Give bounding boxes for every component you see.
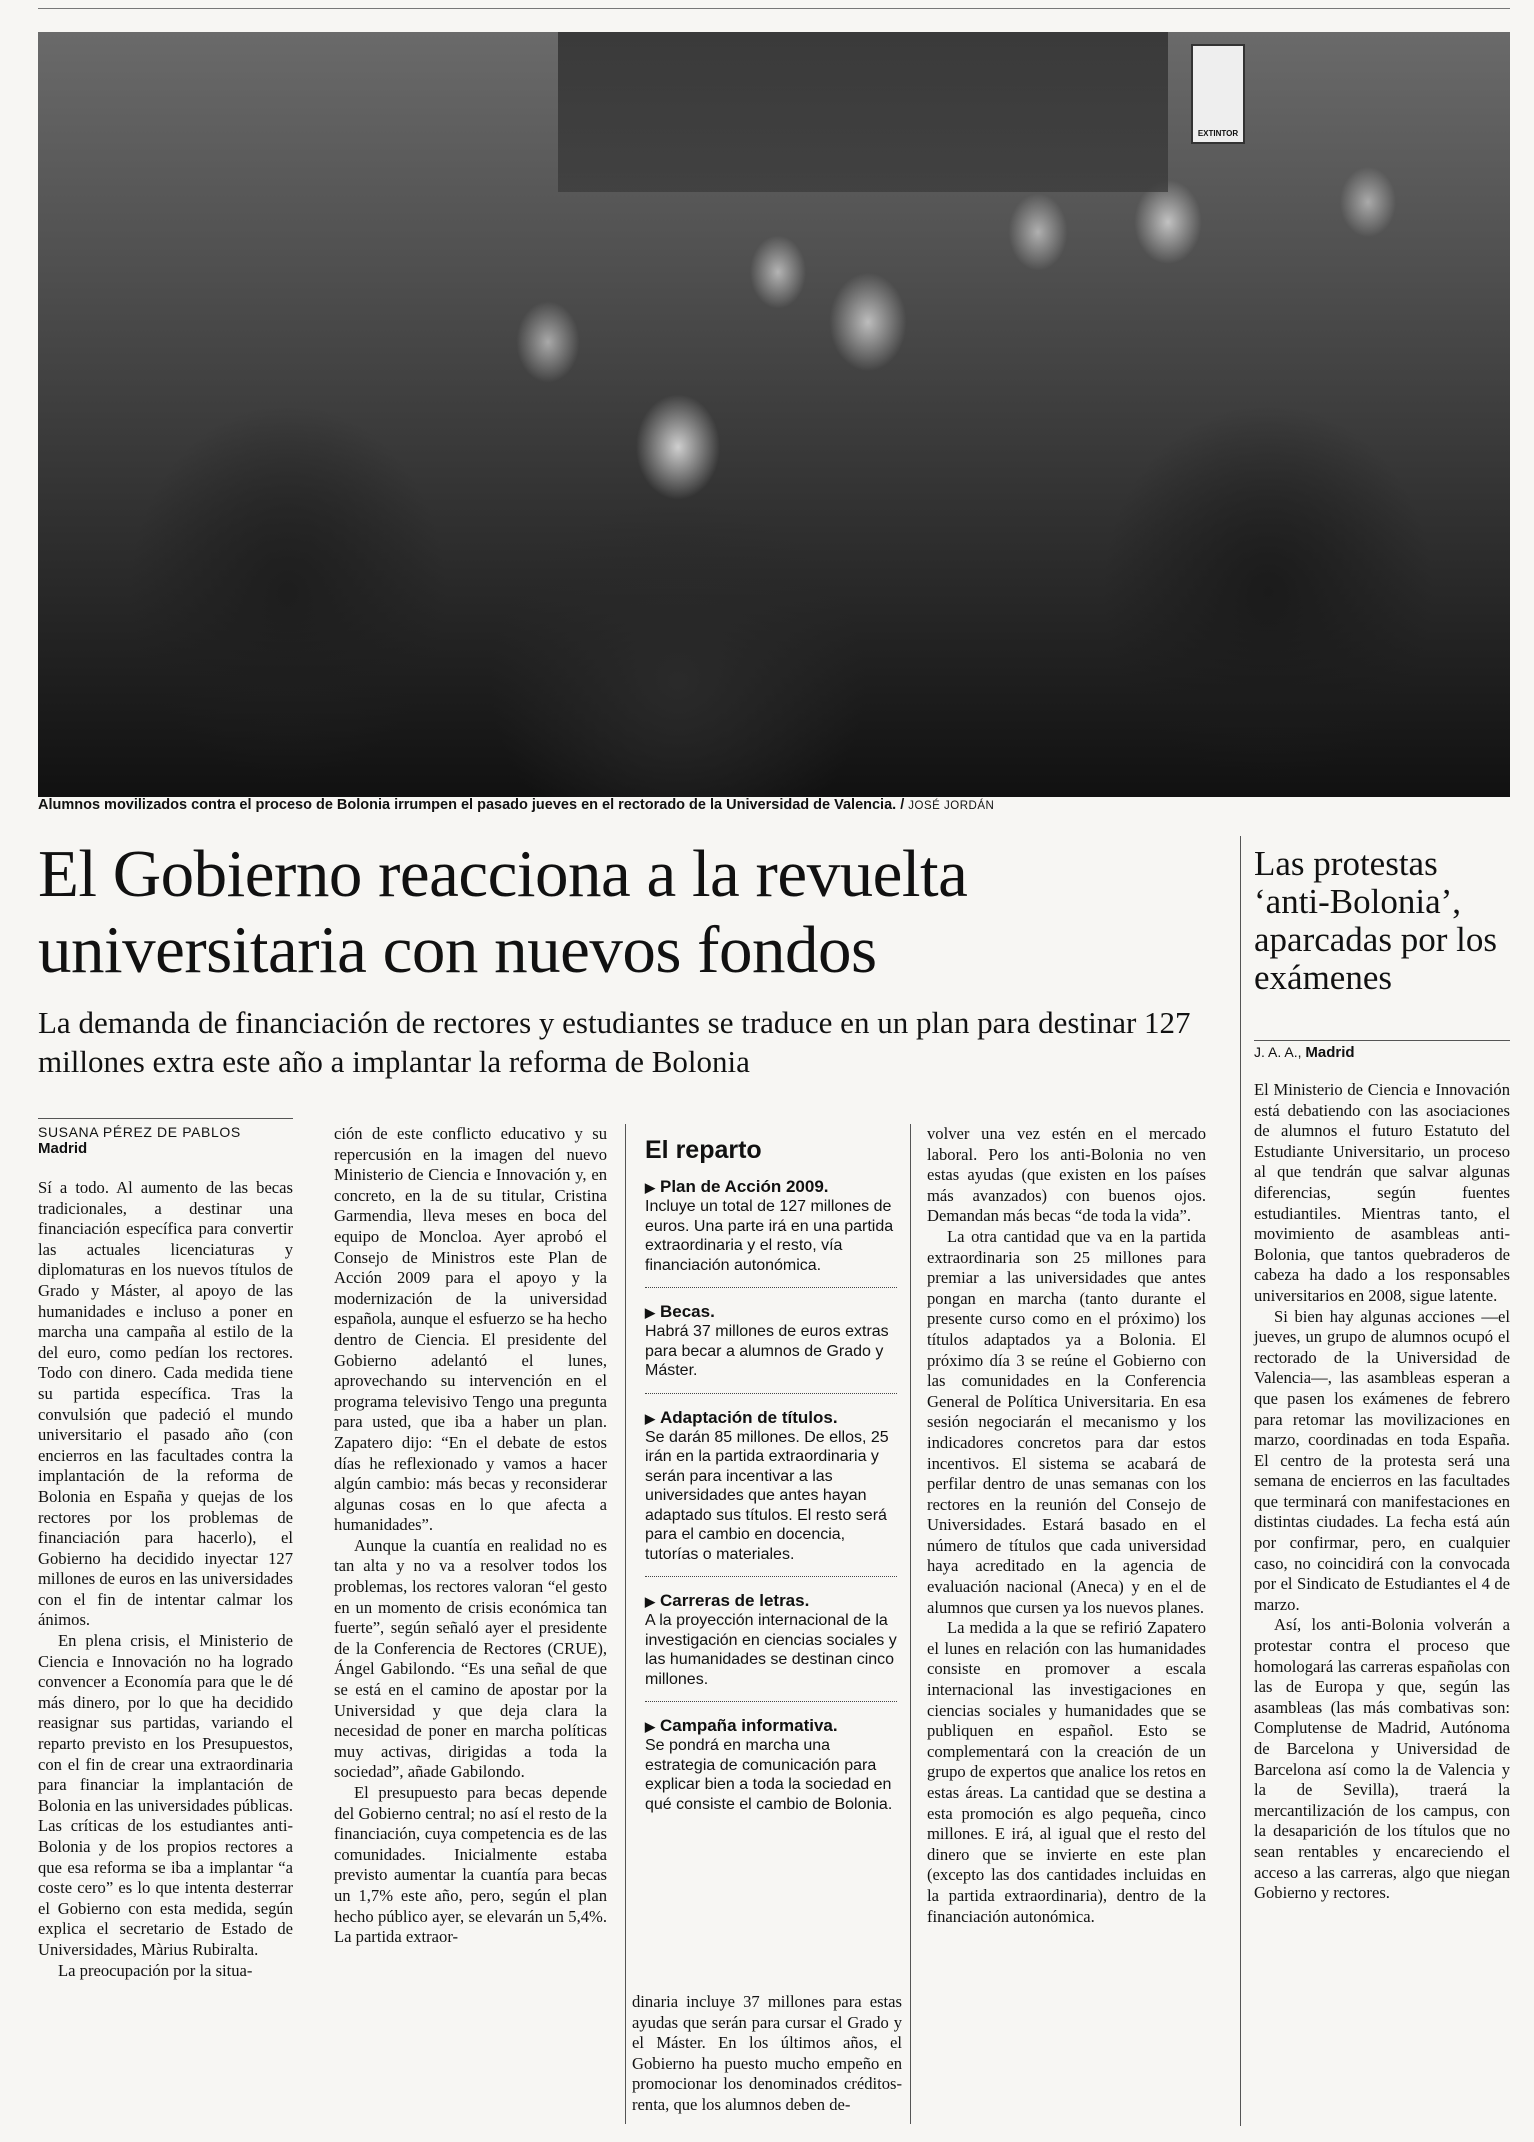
byline-author: SUSANA PÉREZ DE PABLOS bbox=[38, 1124, 241, 1140]
extinguisher-sign-label: EXTINTOR bbox=[1197, 129, 1239, 138]
box-item-heading bbox=[645, 1302, 897, 1322]
article-paragraph: volver una vez estén en el mercado laboral. Pero los anti-Bolonia no ven estas ayudas (que existen en los países más avanzados) con buenos ojos. Demandan más becas “de toda la vida”. bbox=[927, 1124, 1206, 1226]
box-item bbox=[645, 1716, 897, 1826]
triangle-icon: ▶ bbox=[645, 1180, 655, 1195]
byline-place: Madrid bbox=[38, 1140, 88, 1157]
box-item-title: Carreras de letras. bbox=[660, 1591, 810, 1610]
article-paragraph: Sí a todo. Al aumento de las becas tradicionales, a destinar una financiación específica para convertir las actuales licenciaturas y diplomaturas en los nuevos títulos de Grado y Máster, al apoyo de las humanidades e incluso a poner en marcha una campaña al estilo de la del euro, como pedían los rectores. Todo con dinero. Cada medida tiene su partida específica. Tras la convulsión que padeció el mundo universitario el pasado año (con encierros en las facultades contra la implantación de la reforma de Bolonia en España y quejas de los rectores por los problemas de financiación para hacerlo), el Gobierno ha decidido inyectar 127 millones de euros en las universidades con el fin de intentar calmar los ánimos. bbox=[38, 1178, 293, 1630]
article-column-2 bbox=[334, 1124, 607, 1948]
side-article-title: Las protestas ‘anti-Bolonia’, aparcadas por los exámenes bbox=[1254, 844, 1497, 997]
article-paragraph: La preocupación por la situa- bbox=[58, 1960, 253, 1980]
box-item-heading bbox=[645, 1408, 897, 1428]
box-item-title: Adaptación de títulos. bbox=[660, 1407, 838, 1427]
box-title: El reparto bbox=[645, 1136, 762, 1164]
article-paragraph: El presupuesto para becas depende del Gobierno central; no así el resto de la financiación, cuya competencia es de las comunidades. Inicialmente estaba previsto aumentar la cuantía para becas un 1,7% este año, pero, según el plan hecho público ayer, se elevarán un 5,4%. La partida extraor- bbox=[334, 1783, 607, 1947]
box-item-heading bbox=[645, 1716, 897, 1736]
article-paragraph: La medida a la que se refirió Zapatero el lunes en relación con las humanidades consiste en promover a escala internacional las investigaciones en ciencias sociales y humanidades que se publiquen en español. Esto se complementará con la creación de un grupo de expertos que analice los retos en estas áreas. La cantidad que se destina a esta promoción es algo pequeña, cinco millones. E irá, al igual que el resto del dinero que se invierte en este plan (excepto las dos cantidades incluidas en la partida extraordinaria), dentro de la financiación autonómica. bbox=[927, 1618, 1206, 1926]
article-paragraph: Aunque la cuantía en realidad no es tan alta y no va a resolver todos los problemas, los rectores valoran “el gesto en un momento de crisis económica tan fuerte”, según señaló ayer el presidente de la Conferencia de Rectores (CRUE), Ángel Gabilondo. “Es una señal de que se está en el camino de apostar por la Universidad y que deja clara la necesidad de poner en marcha políticas muy activas, dirigidas a toda la sociedad”, añade Gabilondo. bbox=[334, 1535, 607, 1782]
caption-separator: / bbox=[896, 797, 909, 813]
triangle-icon: ▶ bbox=[645, 1305, 655, 1320]
box-item-text: Habrá 37 millones de euros extras para becar a alumnos de Grado y Máster. bbox=[645, 1323, 889, 1379]
article-paragraph: La otra cantidad que va en la partida extraordinaria son 25 millones para premiar a las universidades que antes pongan en marcha (tanto durante el presente curso como en el próximo) los títulos adaptados ya a Bolonia. El próximo día 3 se reúne el Gobierno con las comunidades en la Conferencia General de Política Universitaria. En esa sesión negociarán el mecanismo y los indicadores concretos para dar estos incentivos. El sistema se acabará de perfilar dentro de unas semanas con los rectores en la reunión del Consejo de Universidades. Estará basado en el número de títulos que cada universidad haya acreditado en la agencia de evaluación nacional (Aneca) y en el de alumnos que cursen ya los nuevos planes. bbox=[927, 1226, 1206, 1617]
top-rule bbox=[38, 8, 1510, 9]
side-article-paragraph: Si bien hay algunas acciones —el jueves, un grupo de alumnos ocupó el rectorado de la Universidad de Valencia—, las asambleas esperan a que pasen los exámenes de febrero para retomar las movilizaciones en marzo, coordinadas en toda España. El centro de la protesta será una semana de encierros en las facultades que terminará con manifestaciones en distintas ciudades. La fecha está aún por confirmar, pero, en cualquier caso, no coincidirá con la convocada por el Sindicato de Estudiantes el 4 de marzo. bbox=[1254, 1306, 1510, 1614]
box-item-text: Se darán 85 millones. De ellos, 25 irán en la partida extraordinaria y serán para incentivar a las universidades que antes hayan adaptado sus títulos. El resto será para el cambio en docencia, tutorías o materiales. bbox=[645, 1428, 889, 1563]
box-divider-right bbox=[910, 1124, 911, 2124]
box-item bbox=[645, 1177, 897, 1288]
photo-credit: JOSÉ JORDÁN bbox=[908, 800, 995, 812]
photo-caption bbox=[38, 797, 1238, 813]
box-item-title: Campaña informativa. bbox=[660, 1716, 838, 1735]
box-item bbox=[645, 1408, 897, 1578]
sidebar-divider bbox=[1240, 836, 1241, 2126]
triangle-icon: ▶ bbox=[645, 1410, 655, 1426]
article-column-1 bbox=[38, 1178, 293, 1981]
box-item-title: Plan de Acción 2009. bbox=[660, 1177, 829, 1196]
photo-door bbox=[558, 32, 1168, 192]
article-paragraph: ción de este conflicto educativo y su repercusión en la imagen del nuevo Ministerio de Ciencia e Innovación y, en concreto, en la de su titular, Cristina Garmendia, lleva meses en boca del equipo de Moncloa. Ayer aprobó el Consejo de Ministros este Plan de Acción 2009 para el apoyo y la modernización de la universidad española, aunque el esfuerzo se ha hecho dentro de Ciencia. El presidente del Gobierno adelantó el lunes, aprovechando su intervención en el programa televisivo Tengo una pregunta para usted, que iba a haber un plan. Zapatero dijo: “En el debate de estos días he reflexionado y vamos a hacer algún cambio: más becas y reconsiderar algunas cosas en lo que afecta a humanidades”. bbox=[334, 1124, 607, 1535]
box-item-text: A la proyección internacional de la investigación en ciencias sociales y las humanidades se destinan cinco millones. bbox=[645, 1612, 897, 1688]
side-byline-author: J. A. A., bbox=[1254, 1044, 1302, 1060]
box-item-heading bbox=[645, 1177, 897, 1197]
article-paragraph: dinaria incluye 37 millones para estas ayudas que serán para cursar el Grado y el Máster. En los últimos años, el Gobierno ha puesto mucho empeño en promocionar los denominados créditos-renta, que los alumnos deben de- bbox=[632, 1992, 902, 2114]
triangle-icon: ▶ bbox=[645, 1719, 655, 1734]
byline bbox=[38, 1124, 241, 1157]
side-byline bbox=[1254, 1044, 1355, 1061]
article-column-4 bbox=[927, 1124, 1206, 1927]
box-divider-left bbox=[625, 1124, 626, 2124]
byline-rule bbox=[38, 1118, 293, 1119]
box-item-text: Se pondrá en marcha una estrategia de comunicación para explicar bien a toda la sociedad en qué consiste el cambio de Bolonia. bbox=[645, 1737, 893, 1813]
triangle-icon: ▶ bbox=[645, 1594, 655, 1609]
caption-text: Alumnos movilizados contra el proceso de Bolonia irrumpen el pasado jueves en el rectorado de la Universidad de Valencia. bbox=[38, 797, 897, 813]
headline: El Gobierno reacciona a la revuelta universitaria con nuevos fondos bbox=[38, 837, 968, 987]
side-article-paragraph: Así, los anti-Bolonia volverán a protestar contra el proceso que homologará las carreras españolas con las de Europa y que, según las asambleas (las más combativas son: Complutense de Madrid, Autónoma de Barcelona y Universidad de Barcelona así como la de Valencia y la de Sevilla), traerá la mercantilización de los campus, con la desaparición de los títulos que no sean rentables y encareciendo el acceso a las carreras, algo que niegan Gobierno y rectores. bbox=[1254, 1615, 1510, 1903]
box-item bbox=[645, 1591, 897, 1702]
article-paragraph: En plena crisis, el Ministerio de Ciencia e Innovación no ha logrado convencer a Economía para que le dé más dinero, por lo que ha decidido reasignar sus partidas, variando el reparto previsto en los Presupuestos, con el fin de crear una extraordinaria para financiar la implantación de Bolonia en las universidades públicas. Las críticas de los estudiantes anti-Bolonia y de los propios rectores a que esa reforma se iba a implantar “a coste cero” es lo que intenta desterrar el Gobierno con esta medida, según explica el secretario de Estado de Universidades, Màrius Rubiralta. bbox=[38, 1631, 293, 1959]
side-article-column bbox=[1254, 1080, 1510, 1904]
subheadline: La demanda de financiación de rectores y estudiantes se traduce en un plan para destinar 127 millones extra este año a implantar la reforma de Bolonia bbox=[38, 1005, 1191, 1079]
news-photo bbox=[38, 32, 1510, 797]
box-item-text: Incluye un total de 127 millones de euros. Una parte irá en una partida extraordinaria y el resto, vía financiación autonómica. bbox=[645, 1198, 894, 1274]
side-byline-place: Madrid bbox=[1305, 1044, 1355, 1061]
extinguisher-sign-icon bbox=[1191, 44, 1245, 144]
box-item-heading bbox=[645, 1591, 897, 1611]
reparto-box bbox=[645, 1136, 897, 1840]
article-column-3-bottom bbox=[632, 1992, 902, 2116]
box-item-title: Becas. bbox=[660, 1302, 715, 1321]
side-article-paragraph: El Ministerio de Ciencia e Innovación está debatiendo con las asociaciones de alumnos el futuro Estatuto del Estudiante Universitario, un proceso al que tendrán que salvar algunas diferencias, según fuentes estudiantiles. Mientras tanto, el movimiento de asambleas anti-Bolonia, que tantos quebraderos de cabeza ha dado a los responsables universitarios en 2008, sigue latente. bbox=[1254, 1080, 1510, 1305]
box-item bbox=[645, 1302, 897, 1394]
side-byline-rule bbox=[1254, 1040, 1510, 1041]
